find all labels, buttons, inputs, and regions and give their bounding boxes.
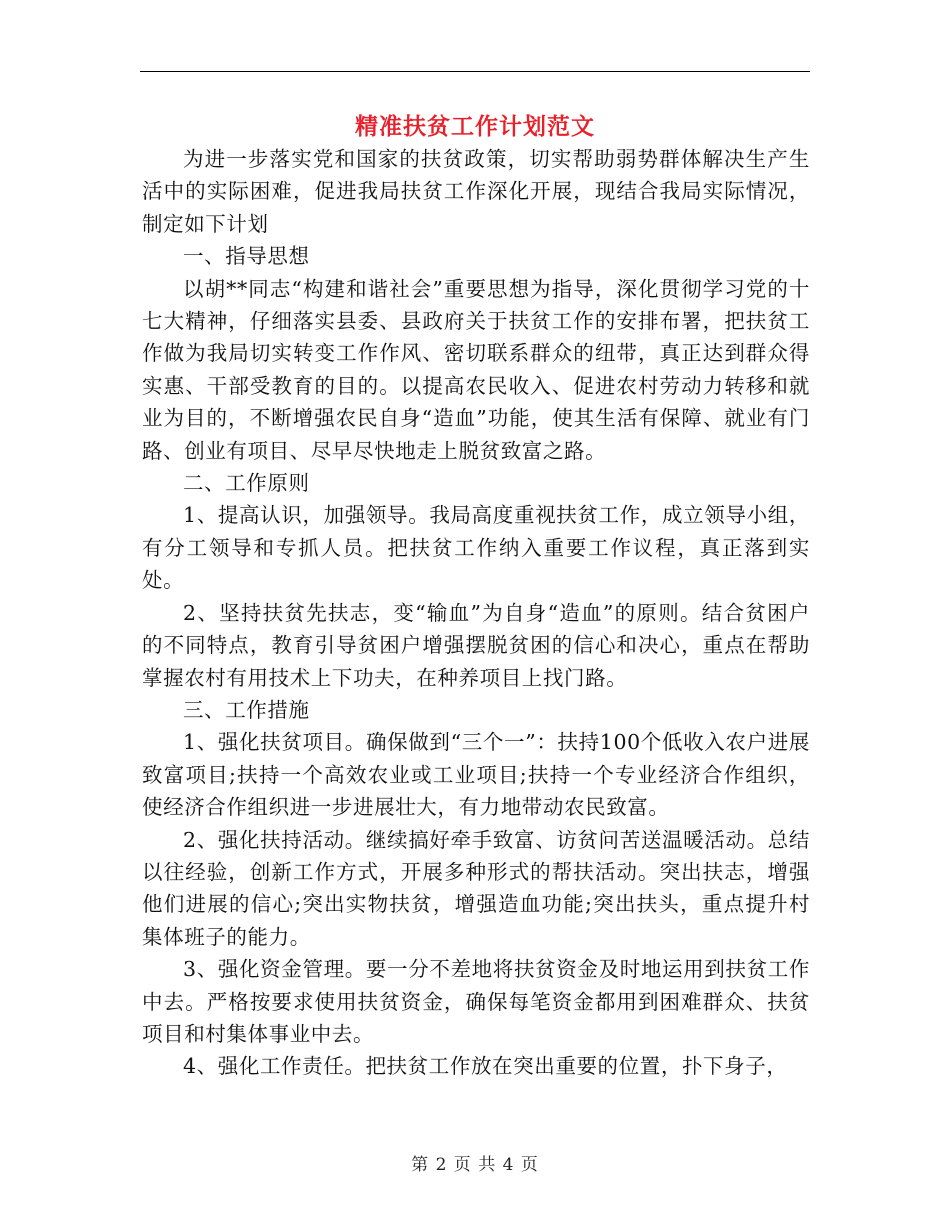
principle-paragraph-1: 1、提高认识，加强领导。我局高度重视扶贫工作，成立领导小组，有分工领导和专抓人员。把扶贫工作纳入重要工作议程，真正落到实处。 [142,503,810,593]
document-body [142,143,810,1083]
guiding-ideology-paragraph: 以胡**同志“构建和谐社会”重要思想为指导，深化贯彻学习党的十七大精神，仔细落实县委、县政府关于扶贫工作的安排布署，把扶贫工作做为我局切实转变工作作风、密切联系群众的纽带，真正达到群众得实惠、干部受教育的目的。以提高农民收入、促进农村劳动力转移和就业为目的，不断增强农民自身“造血”功能，使其生活有保障、就业有门路、创业有项目、尽早尽快地走上脱贫致富之路。 [142,276,810,463]
principle-paragraph-2: 2、坚持扶贫先扶志，变“输血”为自身“造血”的原则。结合贫困户的不同特点，教育引导贫困户增强摆脱贫困的信心和决心，重点在帮助掌握农村有用技术上下功夫，在种养项目上找门路。 [142,600,810,690]
section-heading-work-principles: 二、工作原则 [183,471,310,496]
measure-paragraph-3: 3、强化资金管理。要一分不差地将扶贫资金及时地运用到扶贫工作中去。严格按要求使用扶贫资金，确保每笔资金都用到困难群众、扶贫项目和村集体事业中去。 [142,957,810,1046]
section-heading-guiding-ideology: 一、指导思想 [183,244,310,269]
section-heading-work-measures: 三、工作措施 [183,697,310,722]
header-rule [140,71,810,72]
document-title: 精准扶贫工作计划范文 [355,113,595,140]
intro-paragraph: 为进一步落实党和国家的扶贫政策，切实帮助弱势群体解决生产生活中的实际困难，促进我局扶贫工作深化开展，现结合我局实际情况，制定如下计划 [142,147,810,236]
measure-paragraph-4: 4、强化工作责任。把扶贫工作放在突出重要的位置，扑下身子， [183,1054,788,1079]
measure-paragraph-1: 1、强化扶贫项目。确保做到“三个一”：扶持100个低收入农户进展致富项目;扶持一个高效农业或工业项目;扶持一个专业经济合作组织，使经济合作组织进一步进展壮大，有力地带动农民致富。 [142,730,810,820]
measure-paragraph-2: 2、强化扶持活动。继续搞好牵手致富、访贫问苦送温暖活动。总结以往经验，创新工作方式，开展多种形式的帮扶活动。突出扶志，增强他们进展的信心;突出实物扶贫，增强造血功能;突出扶头，重点提升村集体班子的能力。 [142,827,810,949]
page-number-footer: 第 2 页 共 4 页 [411,1155,539,1175]
